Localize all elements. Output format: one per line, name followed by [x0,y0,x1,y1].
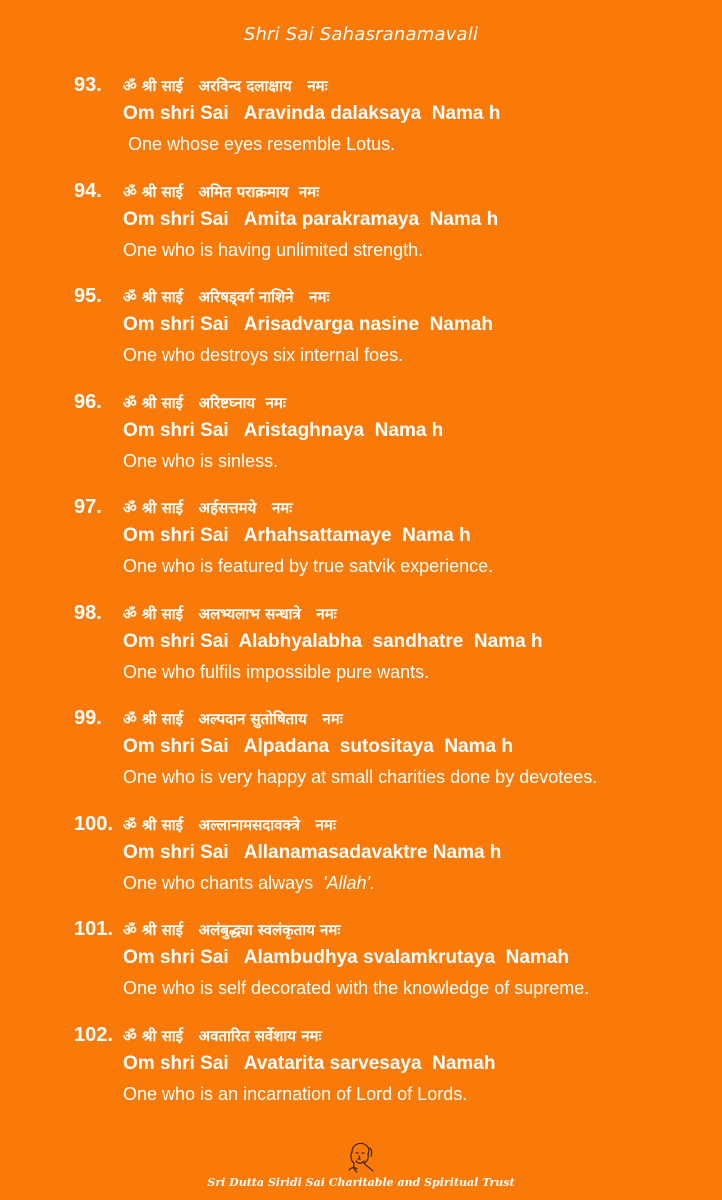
meaning-text [123,556,493,577]
devanagari-text: ॐ श्री साई अल्लानामसदावक्त्रे नमः [123,815,336,834]
entry-number: 102. [74,1023,113,1046]
sai-baba-sketch-icon [343,1140,379,1174]
devanagari-text: ॐ श्री साई अरिषड्वर्ग नाशिने नमः [123,288,330,306]
meaning-main: One who fulfils impossible pure wants. [123,661,430,682]
list-item [0,1024,722,1130]
name-list [0,74,722,1129]
entry-number: 97. [74,496,102,518]
devanagari-text: ॐ श्री साई अवतारित सर्वेशाय नमः [123,1026,322,1045]
meaning-text [123,240,423,261]
list-item [0,602,722,708]
meaning-text [123,873,375,894]
transliteration-text: Om shri Sai Alambudhya svalamkrutaya Namah [123,947,569,968]
meaning-text [123,451,278,472]
transliteration-text: Om shri Sai Alpadana sutositaya Nama h [123,736,513,757]
list-item [0,707,722,813]
entry-number: 95. [74,285,102,307]
meaning-text [123,345,403,366]
meaning-main: One who is featured by true satvik experience. [123,556,494,576]
transliteration-text: Om shri Sai Arisadvarga nasine Namah [123,314,493,335]
list-item [0,180,722,286]
meaning-text [123,134,395,155]
entry-number: 98. [74,601,102,624]
devanagari-text: ॐ श्री साई अलंबुद्ध्या स्वलंकृताय नमः [123,921,341,939]
transliteration-text: Om shri Sai Allanamasadavaktre Nama h [123,841,502,863]
devanagari-text: ॐ श्री साई अरिष्टघ्नाय नमः [123,393,286,412]
page-title: Shri Sai Sahasranamavali [243,24,479,45]
meaning-text [123,662,429,683]
transliteration-text: Om shri Sai Amita parakramaya Nama h [123,208,499,230]
devanagari-text: ॐ श्री साई अलभ्यलाभ सन्धात्रे नमः [123,604,337,623]
meaning-main: One who is an incarnation of Lord of Lords. [123,1083,468,1104]
list-item [0,391,722,497]
meaning-main: One who is having unlimited strength. [123,239,424,260]
entry-number: 93. [74,74,102,96]
devanagari-text: ॐ श्री साई अल्पदान सुतोषिताय नमः [123,710,343,728]
meaning-main: One who destroys six internal foes. [123,345,404,365]
list-item [0,285,722,391]
meaning-text [123,1084,467,1105]
list-item [0,74,722,180]
meaning-main: One who is self decorated with the knowledge of supreme. [123,978,590,998]
meaning-main: One who chants always [123,872,324,893]
meaning-main: One who is very happy at small charities done by devotees. [123,767,598,787]
meaning-emphasis: 'Allah'. [323,872,376,893]
list-item [0,813,722,919]
meaning-text [123,978,589,999]
meaning-main: One who is sinless. [123,450,279,471]
transliteration-text: Om shri Sai Aravinda dalaksaya Nama h [123,103,501,124]
devanagari-text: ॐ श्री साई अरविन्द दलाक्षाय नमः [123,77,328,95]
list-item [0,496,722,602]
devanagari-text: ॐ श्री साई अर्हसत्तमये नमः [123,499,293,517]
list-item [0,918,722,1024]
meaning-text [123,767,597,788]
transliteration-text: Om shri Sai Arhahsattamaye Nama h [123,525,471,546]
transliteration-text: Om shri Sai Avatarita sarvesaya Namah [123,1052,496,1074]
transliteration-text: Om shri Sai Alabhyalabha sandhatre Nama h [123,630,543,652]
transliteration-text: Om shri Sai Aristaghnaya Nama h [123,419,444,441]
trust-footer: Sri Dutta Siridi Sai Charitable and Spiritual Trust [207,1176,515,1189]
meaning-main: One whose eyes resemble Lotus. [123,134,396,154]
entry-number: 94. [74,179,102,202]
devanagari-text: ॐ श्री साई अमित पराक्रमाय नमः [123,182,320,201]
entry-number: 100. [74,812,113,835]
entry-number: 99. [74,707,102,729]
entry-number: 96. [74,390,102,413]
entry-number: 101. [74,918,113,940]
